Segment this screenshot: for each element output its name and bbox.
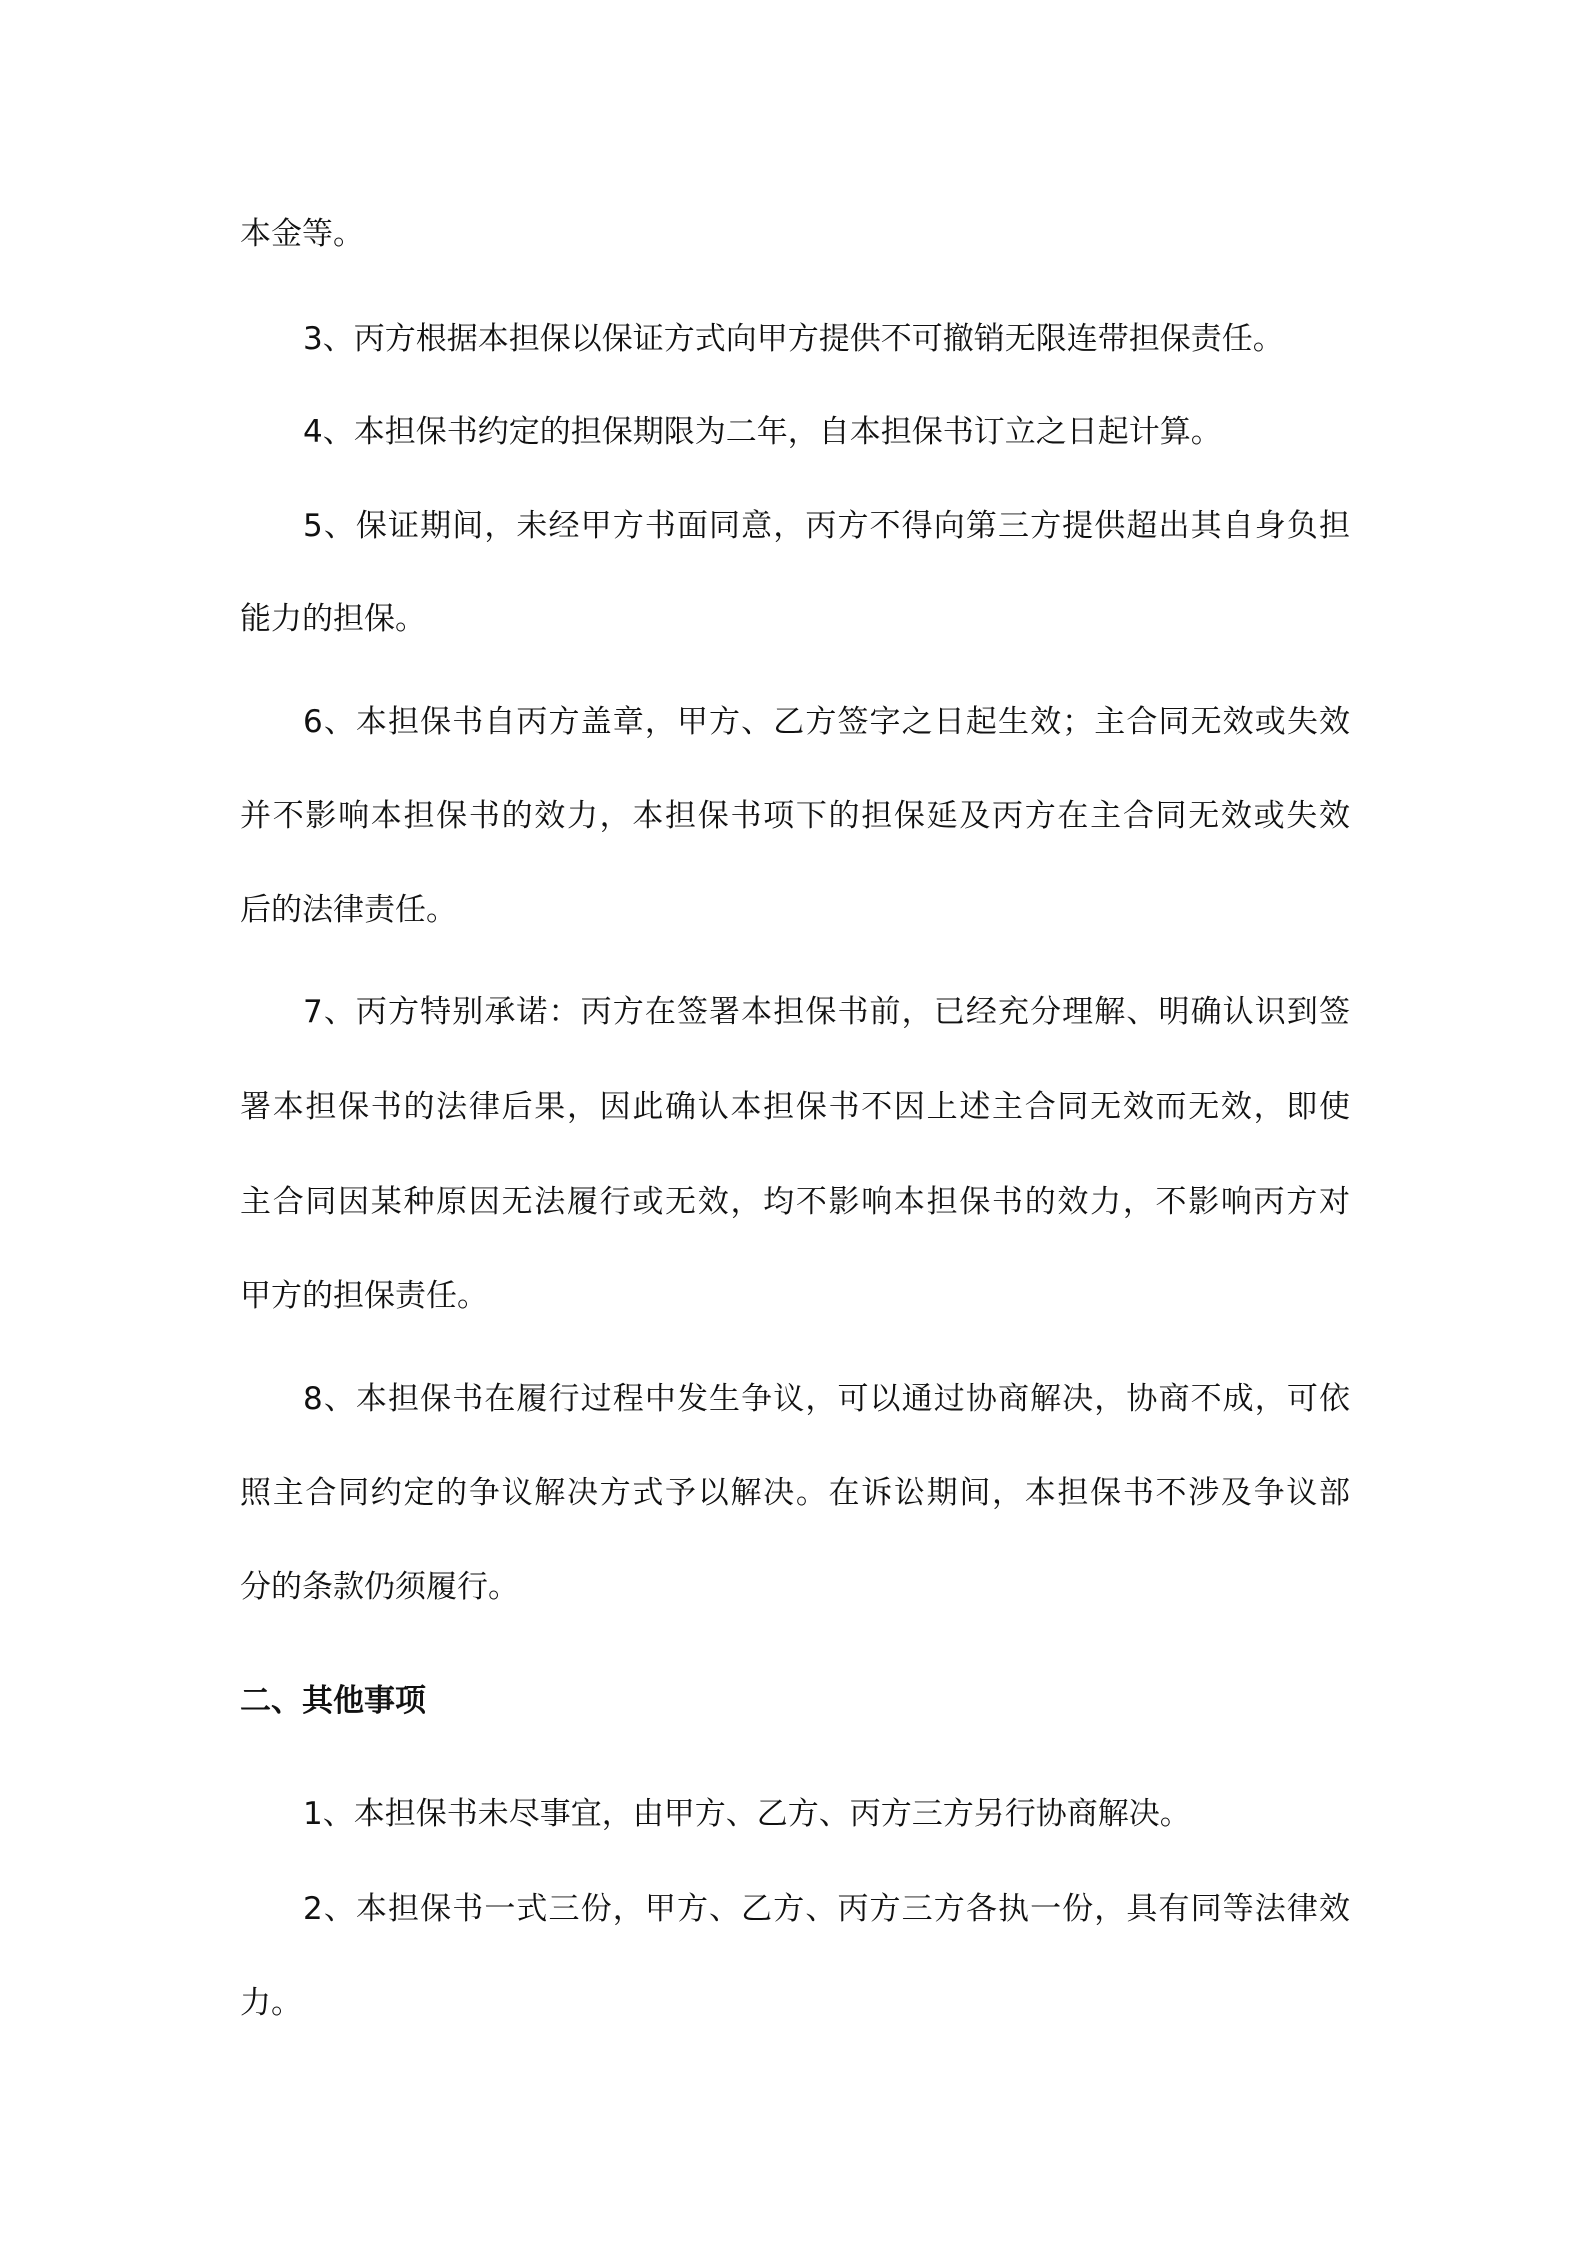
- document-page: [240, 0, 1350, 2244]
- clause-6-line-3: 后的法律责任。: [240, 892, 457, 928]
- clause-5-line-2: 能力的担保。: [240, 601, 426, 637]
- section-heading-other-matters: 二、其他事项: [240, 1683, 426, 1719]
- clause-7-line-2: 署本担保书的法律后果，因此确认本担保书不因上述主合同无效而无效，即使: [240, 1089, 1350, 1125]
- clause-8-line-3: 分的条款仍须履行。: [240, 1569, 519, 1605]
- clause-8-line-1: 8、本担保书在履行过程中发生争议，可以通过协商解决，协商不成，可依: [303, 1381, 1350, 1417]
- other-clause-2-line-2: 力。: [240, 1985, 302, 2021]
- clause-5-line-1: 5、保证期间，未经甲方书面同意，丙方不得向第三方提供超出其自身负担: [303, 508, 1350, 544]
- clause-7-line-1: 7、丙方特别承诺：丙方在签署本担保书前，已经充分理解、明确认识到签: [303, 994, 1350, 1030]
- clause-7-line-4: 甲方的担保责任。: [240, 1278, 488, 1314]
- other-clause-2-line-1: 2、本担保书一式三份，甲方、乙方、丙方三方各执一份，具有同等法律效: [303, 1891, 1350, 1927]
- clause-8-line-2: 照主合同约定的争议解决方式予以解决。在诉讼期间，本担保书不涉及争议部: [240, 1475, 1350, 1511]
- clause-6-line-1: 6、本担保书自丙方盖章，甲方、乙方签字之日起生效；主合同无效或失效: [303, 704, 1350, 740]
- clause-7-line-3: 主合同因某种原因无法履行或无效，均不影响本担保书的效力，不影响丙方对: [240, 1184, 1350, 1220]
- clause-6-line-2: 并不影响本担保书的效力，本担保书项下的担保延及丙方在主合同无效或失效: [240, 798, 1350, 834]
- text-line-principal-continued: 本金等。: [240, 216, 364, 252]
- clause-3-line-1: 3、丙方根据本担保以保证方式向甲方提供不可撤销无限连带担保责任。: [303, 321, 1284, 357]
- other-clause-1-line-1: 1、本担保书未尽事宜，由甲方、乙方、丙方三方另行协商解决。: [303, 1796, 1191, 1832]
- clause-4-line-1: 4、本担保书约定的担保期限为二年，自本担保书订立之日起计算。: [303, 414, 1222, 450]
